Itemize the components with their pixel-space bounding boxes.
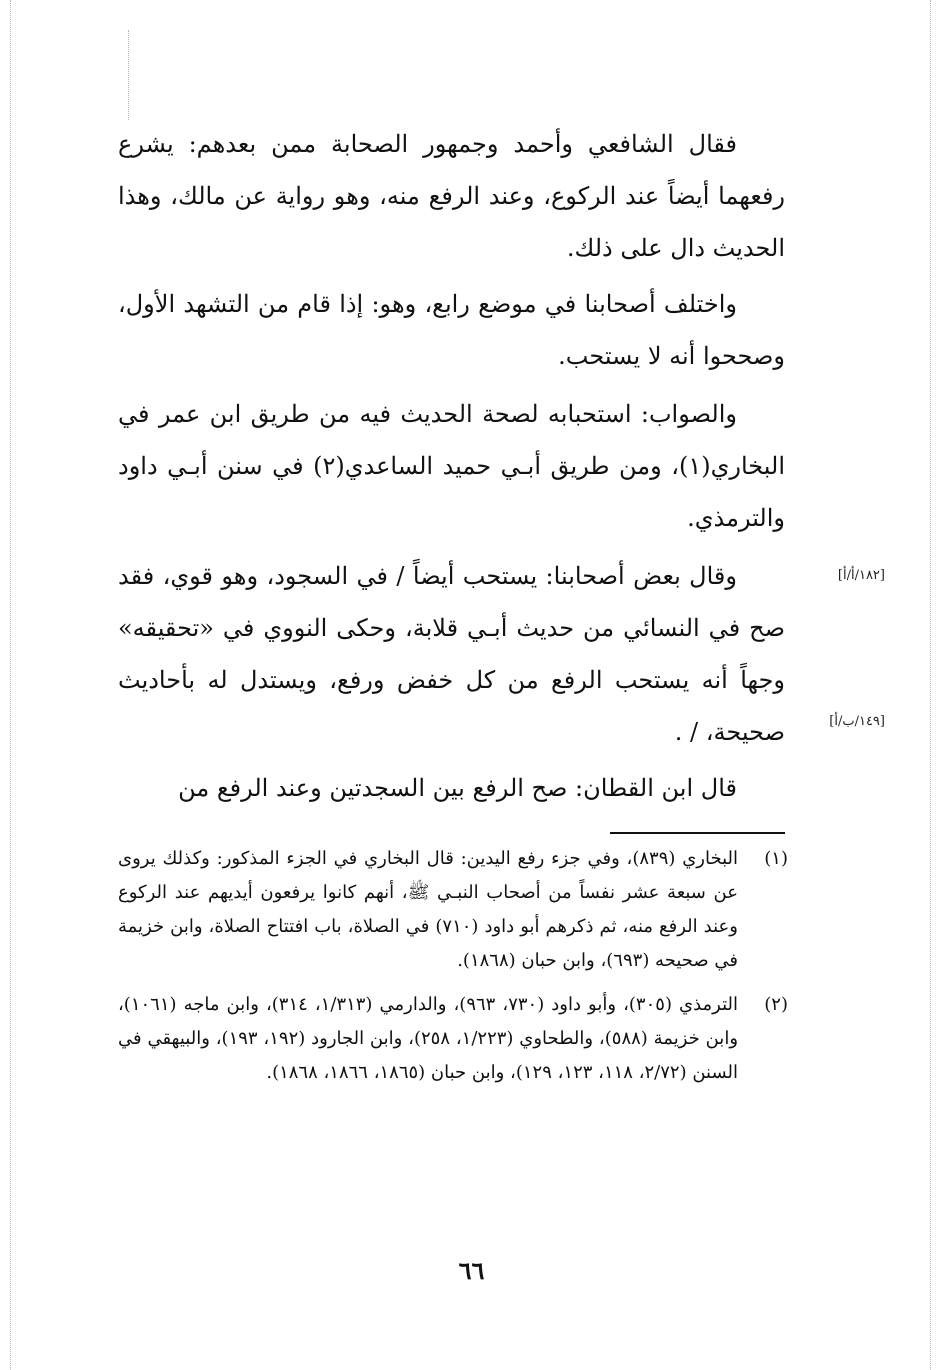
- scan-artifact-right: [930, 0, 931, 1370]
- page-number: ٦٦: [458, 1256, 485, 1285]
- footnote-separator: [610, 832, 785, 834]
- footnote-2: [118, 988, 788, 1090]
- paragraph-2: واختلف أصحابنا في موضع رابع، وهو: إذا قام من التشهد الأول، وصححوا أنه لا يستحب.: [118, 290, 785, 370]
- footnote-number: (١): [764, 848, 788, 869]
- paragraph-3: والصواب: استحبابه لصحة الحديث فيه من طريق ابن عمر في البخاري(١)، ومن طريق أبـي حميد الساعدي(٢) في سنن أبـي داود والترمذي.: [118, 400, 785, 532]
- footnote-number: (٢): [764, 994, 788, 1015]
- paragraph-4: وقال بعض أصحابنا: يستحب أيضاً / في السجود، وهو قوي، فقد صح في النسائي من حديث أبـي قلابة، وحكى النووي في «تحقيقه» وجهاً أنه يستحب الرفع من كل خفض ورفع، ويستدل له بأحاديث صحيحة، / .: [118, 562, 785, 746]
- footnote-text: البخاري (٨٣٩)، وفي جزء رفع اليدين: قال البخاري في الجزء المذكور: وكذلك يروى عن سبعة عشر نفساً من أصحاب النبـي ﷺ، أنهم كانوا يرفعون أيديهم عند الركوع وعند الرفع منه، ثم ذكرهم أبو داود (٧١٠) في الصلاة، باب افتتاح الصلاة، وابن خزيمة في صحيحه (٦٩٣)، وابن حبان (١٨٦٨).: [118, 848, 739, 971]
- paragraph-5: قال ابن القطان: صح الرفع بين السجدتين وعند الرفع من: [178, 774, 737, 802]
- footnotes-section: [118, 842, 788, 1100]
- footnote-1: [118, 842, 788, 978]
- margin-note-manuscript-ref-1: [١٨٢/أ/أ]: [837, 568, 885, 583]
- scan-artifact-top: [128, 30, 129, 120]
- margin-note-manuscript-ref-2: [١٤٩/ب/أ]: [829, 714, 885, 729]
- paragraph-1: فقال الشافعي وأحمد وجمهور الصحابة ممن بعدهم: يشرع رفعهما أيضاً عند الركوع، وعند الرفع منه، وهو رواية عن مالك، وهذا الحديث دال على ذلك.: [118, 130, 785, 262]
- footnote-text: الترمذي (٣٠٥)، وأبو داود (٧٣٠، ٩٦٣)، والدارمي (١/٣١٣، ٣١٤)، وابن ماجه (١٠٦١)، وابن خزيمة (٥٨٨)، والطحاوي (١/٢٢٣، ٢٥٨)، وابن الجارود (١٩٢، ١٩٣)، والبيهقي في السنن (٢/٧٢، ١١٨، ١٢٣، ١٢٩)، وابن حبان (١٨٦٥، ١٨٦٦، ١٨٦٨).: [118, 994, 739, 1083]
- scan-artifact-left: [10, 0, 11, 1370]
